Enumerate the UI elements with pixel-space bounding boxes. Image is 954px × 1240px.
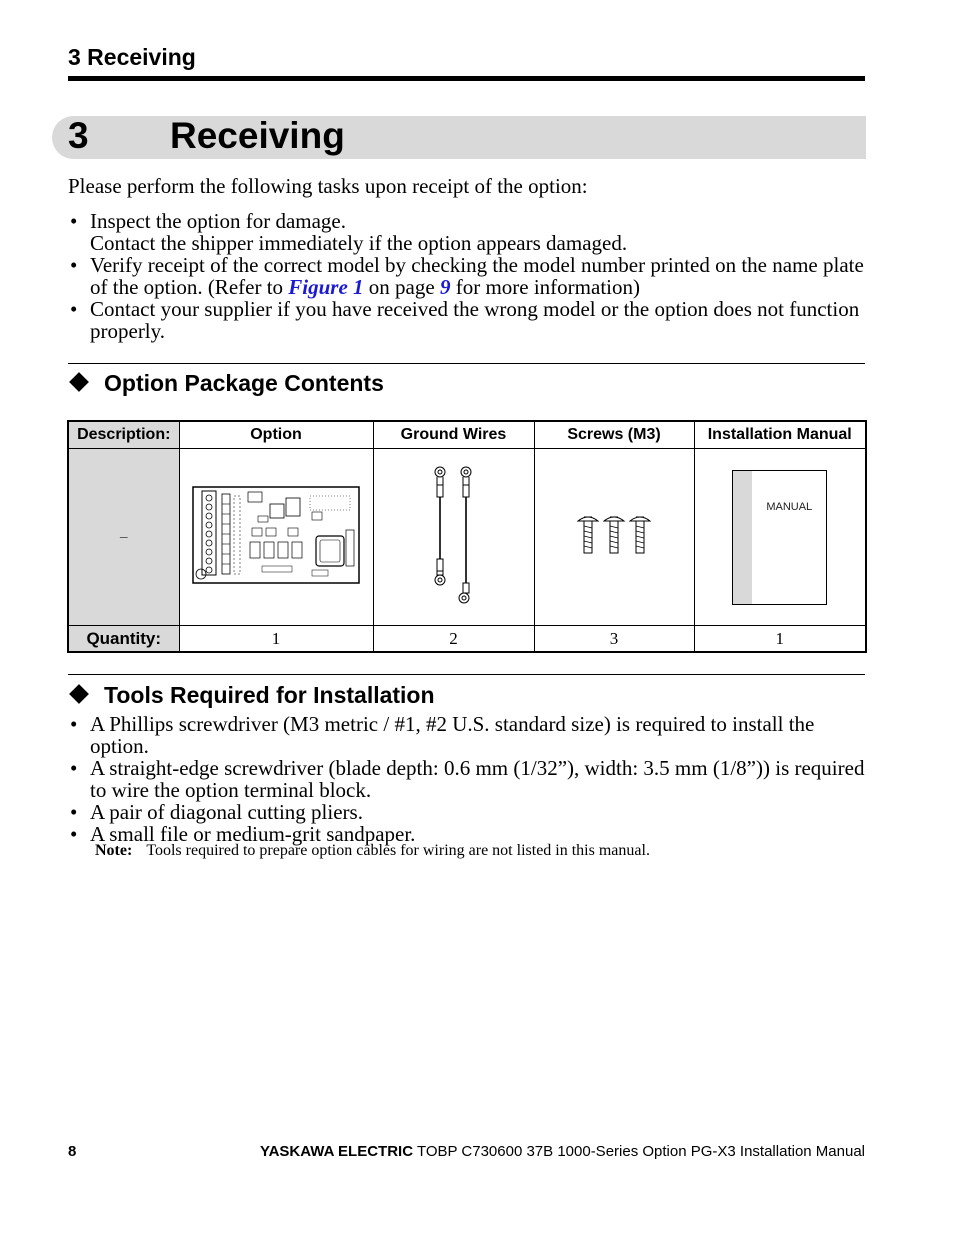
bullet-glyph: • xyxy=(70,712,78,736)
section-heading-text: Tools Required for Installation xyxy=(104,682,435,708)
option-board-illustration xyxy=(192,486,360,584)
list-item-text: A straight-edge screwdriver (blade depth: 0.6 mm (1/32”), width: 3.5 mm (1/8”)) is required to wire the option terminal block. xyxy=(90,756,865,802)
tools-list xyxy=(68,713,865,845)
note-text: Tools required to prepare option cables for wiring are not listed in this manual. xyxy=(146,842,650,859)
table-header-cell: Screws (M3) xyxy=(534,421,694,449)
manual-cover-illustration xyxy=(732,470,827,605)
list-item-text: Contact the shipper immediately if the option appears damaged. xyxy=(90,231,628,255)
quantity-cell: 3 xyxy=(534,626,694,653)
list-item-text: Contact your supplier if you have received the wrong model or the option does not function properly. xyxy=(90,297,860,343)
table-row xyxy=(68,626,866,653)
screws-image-cell xyxy=(534,449,694,626)
description-dash: – xyxy=(119,528,128,544)
screw-illustration xyxy=(574,513,654,557)
list-item-text: A Phillips screwdriver (M3 metric / #1, #2 U.S. standard size) is required to install the option. xyxy=(90,712,815,758)
header-rule xyxy=(68,76,865,81)
note-label: Note: xyxy=(95,842,133,859)
ground-wire-illustration xyxy=(424,465,484,605)
footer-brand: YASKAWA ELECTRIC xyxy=(259,1143,414,1160)
bullet-glyph: • xyxy=(70,756,78,780)
note xyxy=(95,842,650,860)
quantity-cell: 1 xyxy=(179,626,373,653)
table-header-cell: Ground Wires xyxy=(373,421,534,449)
list-item-text: on page xyxy=(363,275,440,299)
section-heading-text: Option Package Contents xyxy=(104,370,384,396)
bullet-glyph: • xyxy=(70,297,78,321)
table-header-cell: Option xyxy=(179,421,373,449)
quantity-label: Quantity: xyxy=(68,626,179,653)
chapter-number: 3 xyxy=(68,115,89,156)
running-header: 3 Receiving xyxy=(68,44,196,70)
quantity-cell: 1 xyxy=(694,626,866,653)
footer-doc-title: TOBP C730600 37B 1000-Series Option PG-X3 Installation Manual xyxy=(413,1143,865,1160)
bullet-glyph: • xyxy=(70,822,78,846)
quantity-cell: 2 xyxy=(373,626,534,653)
diamond-icon xyxy=(69,684,89,704)
list-item xyxy=(68,713,865,757)
list-item xyxy=(68,210,865,254)
bullet-glyph: • xyxy=(70,209,78,233)
diamond-icon xyxy=(69,372,89,392)
list-item xyxy=(68,801,865,823)
option-image-cell xyxy=(179,449,373,626)
section-rule xyxy=(68,674,865,675)
section-heading-tools xyxy=(68,682,435,709)
list-item xyxy=(68,757,865,801)
page-number: 8 xyxy=(68,1143,77,1160)
description-cell xyxy=(68,449,179,626)
section-rule xyxy=(68,363,865,364)
manual-image-cell xyxy=(694,449,866,626)
list-item-text: Inspect the option for damage. xyxy=(90,209,346,233)
table-row xyxy=(68,449,866,626)
manual-spine xyxy=(733,471,752,604)
section-heading-package xyxy=(68,370,384,397)
list-item xyxy=(68,298,865,342)
ground-wires-image-cell xyxy=(373,449,534,626)
manual-cover-label: MANUAL xyxy=(766,500,813,513)
chapter-title: Receiving xyxy=(170,115,345,156)
list-item xyxy=(68,254,865,298)
list-item-text: A small file or medium-grit sandpaper. xyxy=(90,822,416,846)
figure-1-link[interactable]: Figure 1 xyxy=(288,275,364,299)
receipt-task-list xyxy=(68,210,865,342)
page-9-link[interactable]: 9 xyxy=(439,275,451,299)
bullet-glyph: • xyxy=(70,253,78,277)
list-item-text: A pair of diagonal cutting pliers. xyxy=(90,800,363,824)
bullet-glyph: • xyxy=(70,800,78,824)
list-item-text: Verify receipt of the correct model by checking the model number printed on the name plate of the option. (Refer to xyxy=(90,253,864,299)
table-header-cell: Description: xyxy=(68,421,179,449)
table-header-cell: Installation Manual xyxy=(694,421,866,449)
table-header-row xyxy=(68,421,866,449)
package-contents-table xyxy=(67,420,867,653)
list-item-text: for more information) xyxy=(450,275,640,299)
intro-paragraph: Please perform the following tasks upon receipt of the option: xyxy=(68,174,588,198)
footer-title xyxy=(260,1143,865,1160)
